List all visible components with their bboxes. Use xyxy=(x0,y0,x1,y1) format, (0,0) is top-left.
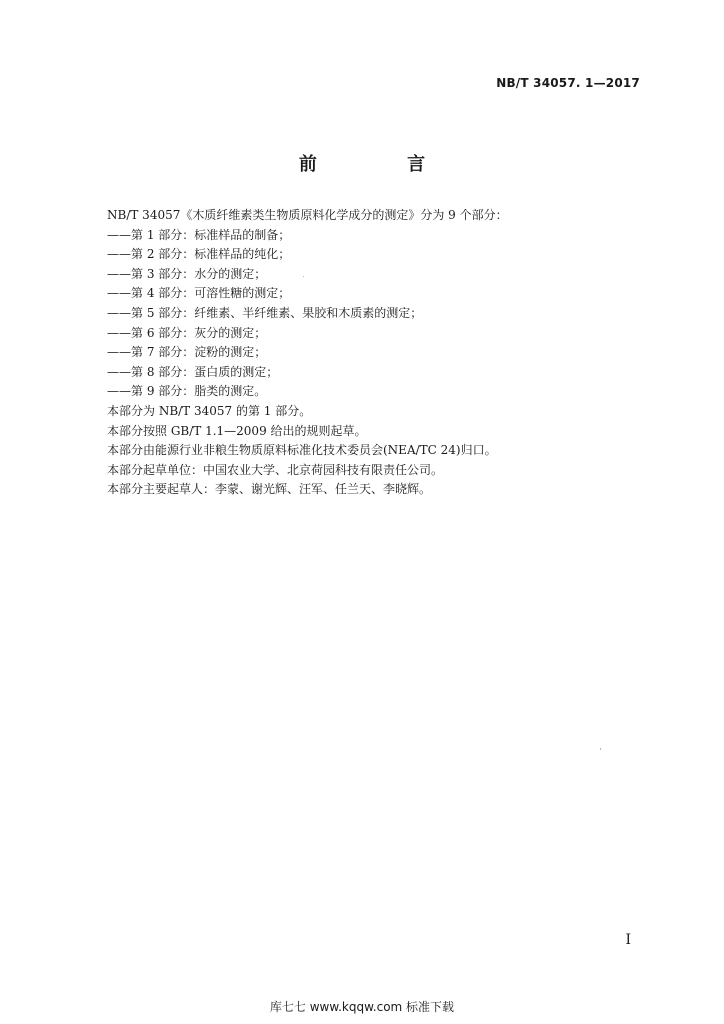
paragraph-committee: 本部分由能源行业非粮生物质原料标准化技术委员会(NEA/TC 24)归口。 xyxy=(107,443,497,458)
list-item-part-5: ——第 5 部分：纤维素、半纤维素、果胶和木质素的测定； xyxy=(107,305,423,320)
list-item-part-7: ——第 7 部分：淀粉的测定； xyxy=(107,345,267,360)
footer-watermark: 库七七 www.kqqw.com 标准下载 xyxy=(269,1000,455,1014)
foreword-body xyxy=(107,206,627,500)
paragraph-intro: NB/T 34057《木质纤维素类生物质原料化学成分的测定》分为 9 个部分： xyxy=(107,208,508,222)
list-item-part-9: ——第 9 部分：脂类的测定。 xyxy=(107,384,267,399)
paragraph-drafters: 本部分主要起草人：李蒙、谢光辉、汪军、任兰天、李晓辉。 xyxy=(107,482,432,497)
paragraph-drafting-units: 本部分起草单位：中国农业大学、北京荷园科技有限责任公司。 xyxy=(107,462,444,477)
list-item-part-2: ——第 2 部分：标准样品的纯化； xyxy=(107,247,291,262)
scan-speck xyxy=(303,276,304,277)
page-number: I xyxy=(625,932,631,948)
scan-speck xyxy=(600,748,601,750)
list-item-part-8: ——第 8 部分：蛋白质的测定； xyxy=(107,364,279,379)
paragraph-drafting-rules: 本部分按照 GB/T 1.1—2009 给出的规则起草。 xyxy=(107,423,367,438)
page-title: 前 言 xyxy=(298,154,468,175)
list-item-part-6: ——第 6 部分：灰分的测定； xyxy=(107,325,267,340)
paragraph-part-statement: 本部分为 NB/T 34057 的第 1 部分。 xyxy=(107,403,312,418)
standard-code: NB/T 34057. 1—2017 xyxy=(496,76,640,90)
list-item-part-1: ——第 1 部分：标准样品的制备； xyxy=(107,227,291,242)
list-item-part-3: ——第 3 部分：水分的测定； xyxy=(107,266,267,281)
list-item-part-4: ——第 4 部分：可溶性糖的测定； xyxy=(107,286,291,301)
